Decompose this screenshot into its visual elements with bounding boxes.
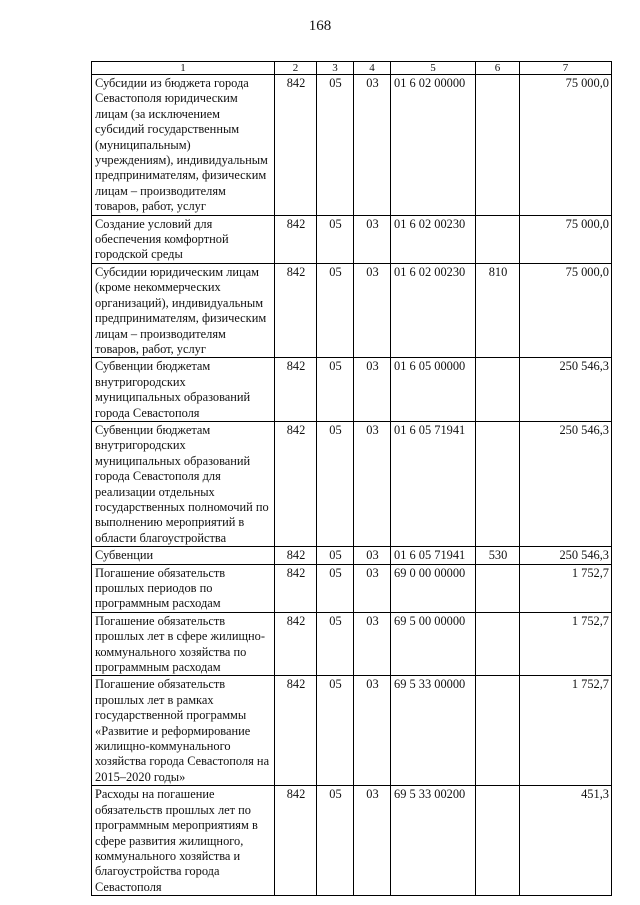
row-expense-type-cell <box>476 215 520 263</box>
row-expense-type-cell <box>476 75 520 216</box>
row-subsection-cell: 03 <box>354 358 391 422</box>
row-target-article-cell: 01 6 02 00000 <box>391 75 476 216</box>
row-grbs-cell: 842 <box>275 358 317 422</box>
row-name-cell: Субвенции <box>92 547 275 564</box>
row-expense-type-cell <box>476 358 520 422</box>
row-grbs-cell: 842 <box>275 564 317 612</box>
row-target-article-cell: 69 0 00 00000 <box>391 564 476 612</box>
header-cell: 6 <box>476 62 520 75</box>
table-row <box>92 612 612 676</box>
table-row <box>92 263 612 357</box>
table-row <box>92 676 612 786</box>
row-subsection-cell: 03 <box>354 75 391 216</box>
row-grbs-cell: 842 <box>275 676 317 786</box>
row-subsection-cell: 03 <box>354 547 391 564</box>
row-target-article-cell: 69 5 33 00000 <box>391 676 476 786</box>
row-grbs-cell: 842 <box>275 786 317 896</box>
row-target-article-cell: 01 6 05 71941 <box>391 421 476 546</box>
header-cell: 7 <box>520 62 612 75</box>
row-section-cell: 05 <box>317 75 354 216</box>
row-amount-cell: 250 546,3 <box>520 358 612 422</box>
header-cell: 5 <box>391 62 476 75</box>
row-name-cell: Погашение обязательств прошлых периодов по программным расходам <box>92 564 275 612</box>
row-section-cell: 05 <box>317 421 354 546</box>
row-section-cell: 05 <box>317 547 354 564</box>
header-cell: 1 <box>92 62 275 75</box>
table-row <box>92 75 612 216</box>
row-section-cell: 05 <box>317 358 354 422</box>
row-subsection-cell: 03 <box>354 676 391 786</box>
row-amount-cell: 451,3 <box>520 786 612 896</box>
row-amount-cell: 75 000,0 <box>520 263 612 357</box>
row-subsection-cell: 03 <box>354 786 391 896</box>
table-row <box>92 564 612 612</box>
row-name-cell: Расходы на погашение обязательств прошлых лет по программным мероприятиям в сфере развития жилищного, коммунального хозяйства и благоустройства города Севастополя <box>92 786 275 896</box>
table-row <box>92 421 612 546</box>
row-amount-cell: 250 546,3 <box>520 421 612 546</box>
row-grbs-cell: 842 <box>275 263 317 357</box>
row-section-cell: 05 <box>317 612 354 676</box>
row-subsection-cell: 03 <box>354 215 391 263</box>
row-section-cell: 05 <box>317 215 354 263</box>
row-section-cell: 05 <box>317 676 354 786</box>
row-name-cell: Субвенции бюджетам внутригородских муниципальных образований города Севастополя <box>92 358 275 422</box>
row-target-article-cell: 01 6 02 00230 <box>391 215 476 263</box>
row-amount-cell: 75 000,0 <box>520 75 612 216</box>
row-name-cell: Погашение обязательств прошлых лет в рамках государственной программы «Развитие и реформирование жилищно-коммунального хозяйства города Севастополя на 2015–2020 годы» <box>92 676 275 786</box>
row-target-article-cell: 01 6 05 00000 <box>391 358 476 422</box>
row-name-cell: Субсидии юридическим лицам (кроме некоммерческих организаций), индивидуальным предпринимателям, физическим лицам – производителям товаров, работ, услуг <box>92 263 275 357</box>
row-amount-cell: 1 752,7 <box>520 564 612 612</box>
table-row <box>92 215 612 263</box>
row-grbs-cell: 842 <box>275 215 317 263</box>
row-amount-cell: 1 752,7 <box>520 612 612 676</box>
header-cell: 4 <box>354 62 391 75</box>
row-section-cell: 05 <box>317 786 354 896</box>
row-subsection-cell: 03 <box>354 421 391 546</box>
row-amount-cell: 250 546,3 <box>520 547 612 564</box>
header-row <box>92 62 612 75</box>
row-expense-type-cell <box>476 612 520 676</box>
row-section-cell: 05 <box>317 263 354 357</box>
row-name-cell: Субсидии из бюджета города Севастополя юридическим лицам (за исключением субсидий государственным (муниципальным) учреждениям), индивидуальным предпринимателям, физическим лицам – производителям товаров, работ, услуг <box>92 75 275 216</box>
budget-table <box>91 61 612 896</box>
page-number: 168 <box>308 18 332 34</box>
row-grbs-cell: 842 <box>275 612 317 676</box>
row-section-cell: 05 <box>317 564 354 612</box>
row-expense-type-cell <box>476 676 520 786</box>
row-name-cell: Субвенции бюджетам внутригородских муниципальных образований города Севастополя для реализации отдельных государственных полномочий по выполнению мероприятий в области благоустройства <box>92 421 275 546</box>
row-expense-type-cell <box>476 564 520 612</box>
table-row <box>92 547 612 564</box>
row-expense-type-cell <box>476 421 520 546</box>
row-grbs-cell: 842 <box>275 547 317 564</box>
row-expense-type-cell <box>476 786 520 896</box>
row-amount-cell: 75 000,0 <box>520 215 612 263</box>
row-grbs-cell: 842 <box>275 75 317 216</box>
row-target-article-cell: 01 6 02 00230 <box>391 263 476 357</box>
row-target-article-cell: 69 5 00 00000 <box>391 612 476 676</box>
row-amount-cell: 1 752,7 <box>520 676 612 786</box>
row-expense-type-cell: 810 <box>476 263 520 357</box>
row-subsection-cell: 03 <box>354 564 391 612</box>
header-cell: 3 <box>317 62 354 75</box>
table-row <box>92 358 612 422</box>
row-name-cell: Создание условий для обеспечения комфортной городской среды <box>92 215 275 263</box>
row-target-article-cell: 01 6 05 71941 <box>391 547 476 564</box>
row-grbs-cell: 842 <box>275 421 317 546</box>
row-subsection-cell: 03 <box>354 263 391 357</box>
table-row <box>92 786 612 896</box>
row-subsection-cell: 03 <box>354 612 391 676</box>
header-cell: 2 <box>275 62 317 75</box>
row-target-article-cell: 69 5 33 00200 <box>391 786 476 896</box>
row-name-cell: Погашение обязательств прошлых лет в сфере жилищно-коммунального хозяйства по программным расходам <box>92 612 275 676</box>
row-expense-type-cell: 530 <box>476 547 520 564</box>
